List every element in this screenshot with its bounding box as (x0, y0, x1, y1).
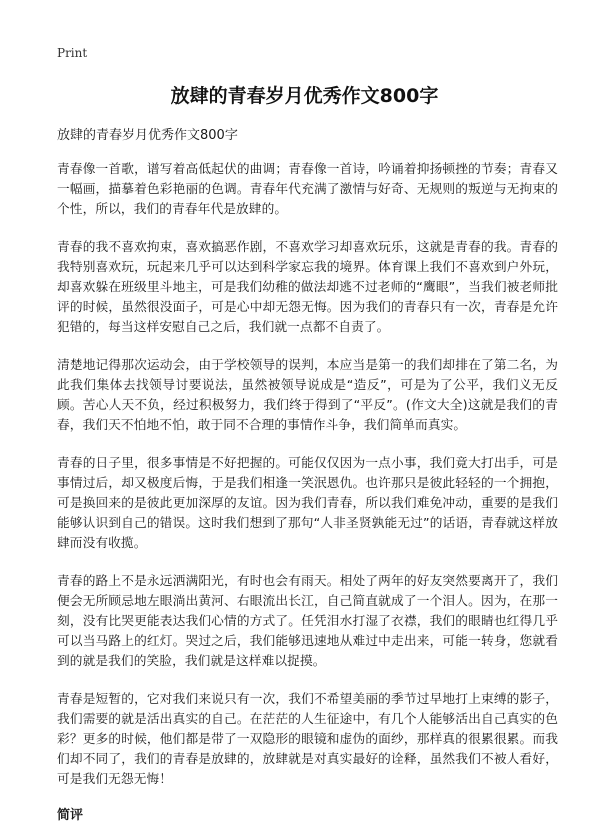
print-link[interactable]: Print (57, 46, 88, 60)
article-title: 放肆的青春岁月优秀作文800字 (170, 85, 439, 107)
paragraph-2: 青春的我不喜欢拘束，喜欢搞恶作剧，不喜欢学习却喜欢玩乐，这就是青春的我。青春的我特别喜欢玩，玩起来几乎可以达到科学家忘我的境界。体育课上我们不喜欢到户外玩，却喜欢躲在班级里斗地主，可是我们幼稚的做法却逃不过老师的“鹰眼”，当我们被老师批评的时候，虽然很没面子，可是心中却无怨无悔。因为我们的青春只有一次，青春是允许犯错的，每当这样安慰自己之后，我们就一点都不自责了。 (57, 239, 558, 334)
paragraph-6: 青春是短暂的，它对我们来说只有一次，我们不希望美丽的季节过早地打上束缚的影子，我们需要的就是活出真实的自己。在茫茫的人生征途中，有几个人能够活出自己真实的色彩？更多的时候，他们都是带了一双隐形的眼镜和虚伪的面纱，那样真的很累很累。而我们却不同了，我们的青春是放肆的，放肆就是对真实最好的诠释，虽然我们不被人看好，可是我们无怨无悔！ (57, 691, 558, 786)
paragraph-1: 青春像一首歌，谱写着高低起伏的曲调；青春像一首诗，吟诵着抑扬顿挫的节奏；青春又一幅画，描摹着色彩艳丽的色调。青春年代充满了激情与好奇、无规则的叛逆与无拘束的个性，所以，我们的青春年代是放肆的。 (57, 161, 558, 216)
paragraph-5: 青春的路上不是永远洒满阳光，有时也会有雨天。相处了两年的好友突然要离开了，我们便会无所顾忌地左眼淌出黄河、右眼流出长江，自己简直就成了一个泪人。因为，在那一刻，没有比哭更能表达我们心情的方式了。任凭泪水打湿了衣襟，我们的眼睛也红得几乎可以当马路上的红灯。哭过之后，我们能够迅速地从难过中走出来，可能一转身，您就看到的就是我们的笑脸，我们就是这样难以捉摸。 (57, 573, 558, 668)
section-heading-review: 简评 (57, 808, 84, 823)
article-subtitle: 放肆的青春岁月优秀作文800字 (57, 128, 238, 143)
paragraph-3: 清楚地记得那次运动会，由于学校领导的误判，本应当是第一的我们却排在了第二名，为此我们集体去找领导讨要说法，虽然被领导说成是“造反”，可是为了公平，我们义无反顾。苦心人天不负，经过积极努力，我们终于得到了“平反”。(作文大全)这就是我们的青春，我们天不怕地不怕，敢于同不合理的事情作斗争，我们简单而真实。 (57, 357, 558, 432)
paragraph-4: 青春的日子里，很多事情是不好把握的。可能仅仅因为一点小事，我们竟大打出手，可是事情过后，却又极度后悔，于是我们相逢一笑泯恩仇。也许那只是彼此轻轻的一个拥抱，可是换回来的是彼此更加深厚的友谊。因为我们青春，所以我们难免冲动，重要的是我们能够认识到自己的错误。这时我们想到了那句“人非圣贤孰能无过”的话语，青春就这样放肆而没有收揽。 (57, 455, 558, 550)
